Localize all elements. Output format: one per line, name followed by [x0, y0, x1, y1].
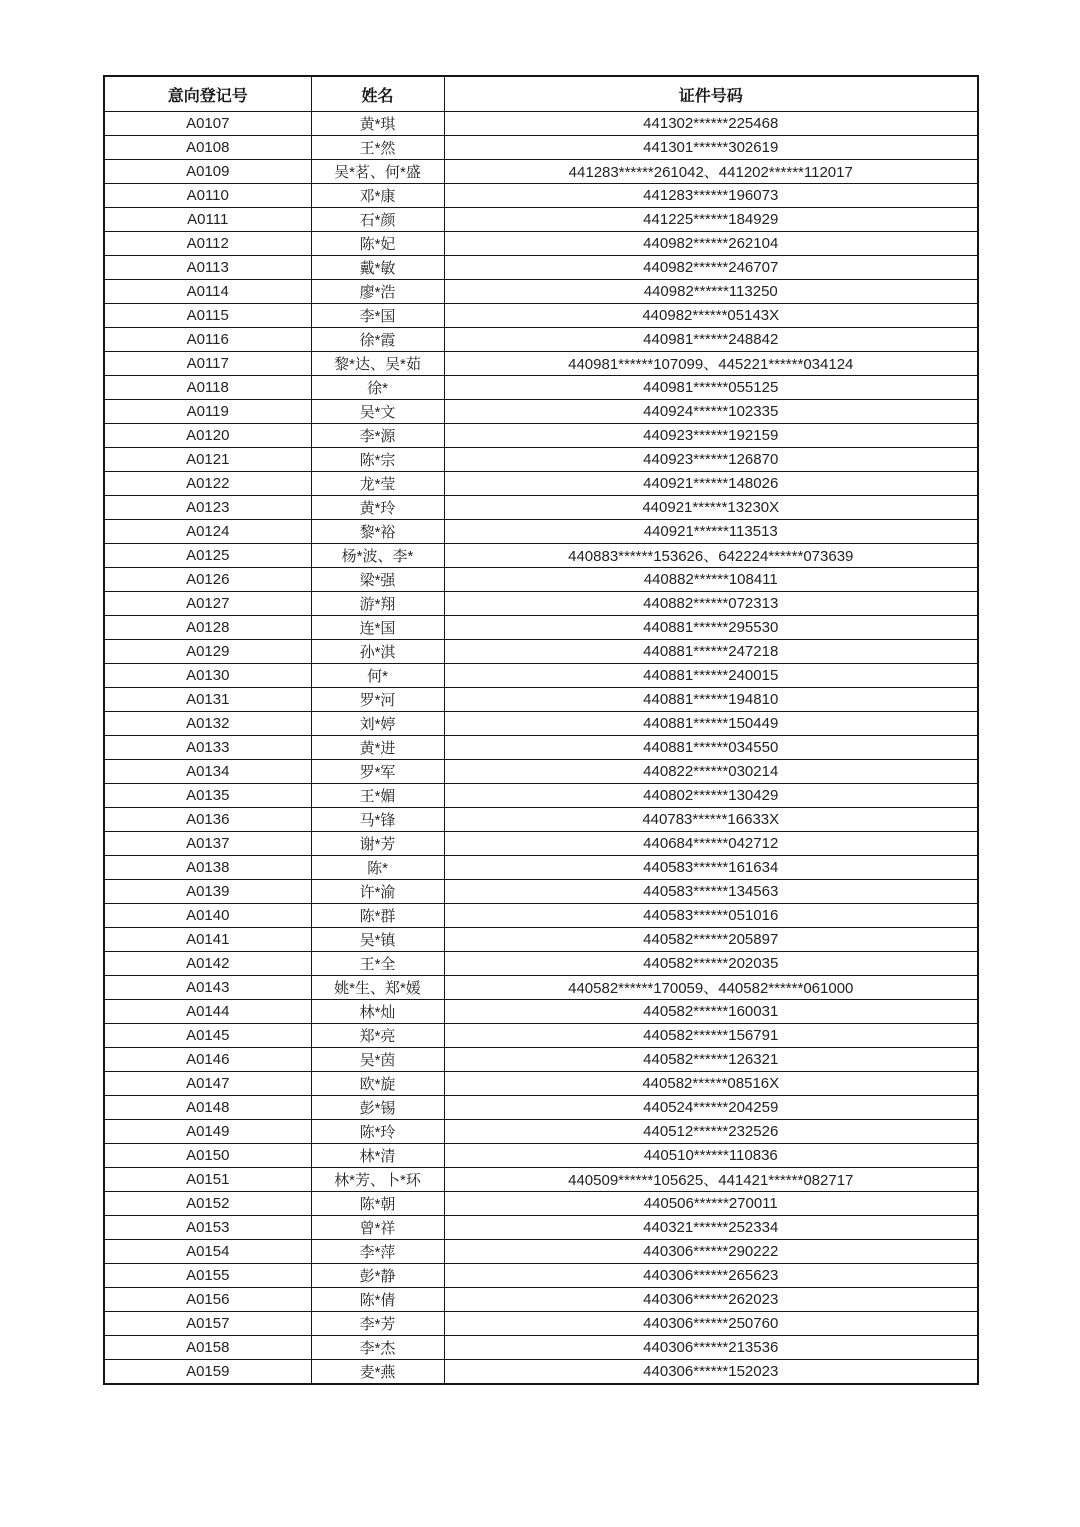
table-row — [104, 1264, 978, 1288]
reg-number-cell: A0113 — [104, 256, 311, 280]
name-cell: 孙*淇 — [311, 640, 444, 664]
name-cell: 林*芳、卜*环 — [311, 1168, 444, 1192]
name-cell: 徐*霞 — [311, 328, 444, 352]
id-number-cell: 440583******051016 — [444, 904, 978, 928]
reg-number-cell: A0114 — [104, 280, 311, 304]
id-number-cell: 440982******113250 — [444, 280, 978, 304]
id-number-cell: 440582******170059、440582******061000 — [444, 976, 978, 1000]
reg-number-cell: A0144 — [104, 1000, 311, 1024]
id-number-cell: 440506******270011 — [444, 1192, 978, 1216]
reg-number-cell: A0135 — [104, 784, 311, 808]
table-row — [104, 1024, 978, 1048]
table-row — [104, 856, 978, 880]
id-number-cell: 440921******113513 — [444, 520, 978, 544]
reg-number-cell: A0134 — [104, 760, 311, 784]
id-number-cell: 440582******205897 — [444, 928, 978, 952]
name-cell: 吴*茗、何*盛 — [311, 160, 444, 184]
name-cell: 龙*莹 — [311, 472, 444, 496]
name-cell: 黎*裕 — [311, 520, 444, 544]
id-number-cell: 440306******213536 — [444, 1336, 978, 1360]
col-header-name: 姓名 — [311, 76, 444, 112]
id-number-cell: 440921******13230X — [444, 496, 978, 520]
reg-number-cell: A0128 — [104, 616, 311, 640]
name-cell: 谢*芳 — [311, 832, 444, 856]
reg-number-cell: A0159 — [104, 1360, 311, 1385]
table-row — [104, 976, 978, 1000]
id-number-cell: 440306******262023 — [444, 1288, 978, 1312]
id-number-cell: 440684******042712 — [444, 832, 978, 856]
reg-number-cell: A0146 — [104, 1048, 311, 1072]
reg-number-cell: A0153 — [104, 1216, 311, 1240]
reg-number-cell: A0110 — [104, 184, 311, 208]
registration-table — [103, 75, 979, 1385]
reg-number-cell: A0119 — [104, 400, 311, 424]
name-cell: 何* — [311, 664, 444, 688]
table-row — [104, 1096, 978, 1120]
id-number-cell: 440921******148026 — [444, 472, 978, 496]
name-cell: 李*国 — [311, 304, 444, 328]
table-row — [104, 688, 978, 712]
table-row — [104, 1120, 978, 1144]
reg-number-cell: A0107 — [104, 112, 311, 136]
reg-number-cell: A0115 — [104, 304, 311, 328]
id-number-cell: 440881******194810 — [444, 688, 978, 712]
table-row — [104, 952, 978, 976]
reg-number-cell: A0111 — [104, 208, 311, 232]
reg-number-cell: A0116 — [104, 328, 311, 352]
table-row — [104, 808, 978, 832]
id-number-cell: 440306******265623 — [444, 1264, 978, 1288]
id-number-cell: 440881******295530 — [444, 616, 978, 640]
id-number-cell: 440306******290222 — [444, 1240, 978, 1264]
name-cell: 游*翔 — [311, 592, 444, 616]
id-number-cell: 440981******055125 — [444, 376, 978, 400]
reg-number-cell: A0126 — [104, 568, 311, 592]
name-cell: 梁*强 — [311, 568, 444, 592]
table-row — [104, 208, 978, 232]
reg-number-cell: A0123 — [104, 496, 311, 520]
name-cell: 王*媚 — [311, 784, 444, 808]
name-cell: 陈*妃 — [311, 232, 444, 256]
table-row — [104, 1336, 978, 1360]
table-row — [104, 640, 978, 664]
id-number-cell: 440802******130429 — [444, 784, 978, 808]
reg-number-cell: A0151 — [104, 1168, 311, 1192]
id-number-cell: 440306******250760 — [444, 1312, 978, 1336]
id-number-cell: 440306******152023 — [444, 1360, 978, 1385]
table-header — [104, 76, 978, 112]
table-row — [104, 472, 978, 496]
table-row — [104, 1072, 978, 1096]
reg-number-cell: A0121 — [104, 448, 311, 472]
table-row — [104, 304, 978, 328]
name-cell: 黄*琪 — [311, 112, 444, 136]
name-cell: 彭*锡 — [311, 1096, 444, 1120]
table-row — [104, 1000, 978, 1024]
name-cell: 陈*倩 — [311, 1288, 444, 1312]
id-number-cell: 440583******161634 — [444, 856, 978, 880]
name-cell: 黄*玲 — [311, 496, 444, 520]
name-cell: 欧*旋 — [311, 1072, 444, 1096]
id-number-cell: 440783******16633X — [444, 808, 978, 832]
table-row — [104, 712, 978, 736]
name-cell: 王*然 — [311, 136, 444, 160]
id-number-cell: 441302******225468 — [444, 112, 978, 136]
name-cell: 陈* — [311, 856, 444, 880]
name-cell: 王*全 — [311, 952, 444, 976]
table-row — [104, 1360, 978, 1385]
name-cell: 吴*茵 — [311, 1048, 444, 1072]
reg-number-cell: A0129 — [104, 640, 311, 664]
id-number-cell: 440582******126321 — [444, 1048, 978, 1072]
table-row — [104, 616, 978, 640]
name-cell: 李*源 — [311, 424, 444, 448]
table-row — [104, 880, 978, 904]
table-row — [104, 400, 978, 424]
reg-number-cell: A0108 — [104, 136, 311, 160]
name-cell: 刘*婷 — [311, 712, 444, 736]
id-number-cell: 440524******204259 — [444, 1096, 978, 1120]
id-number-cell: 440982******262104 — [444, 232, 978, 256]
id-number-cell: 440924******102335 — [444, 400, 978, 424]
table-row — [104, 496, 978, 520]
reg-number-cell: A0148 — [104, 1096, 311, 1120]
name-cell: 邓*康 — [311, 184, 444, 208]
name-cell: 林*灿 — [311, 1000, 444, 1024]
id-number-cell: 440923******126870 — [444, 448, 978, 472]
table-row — [104, 784, 978, 808]
id-number-cell: 440882******108411 — [444, 568, 978, 592]
id-number-cell: 440509******105625、441421******082717 — [444, 1168, 978, 1192]
table-row — [104, 592, 978, 616]
name-cell: 李*芳 — [311, 1312, 444, 1336]
table-row — [104, 184, 978, 208]
name-cell: 吴*镇 — [311, 928, 444, 952]
col-header-id-number: 证件号码 — [444, 76, 978, 112]
name-cell: 陈*宗 — [311, 448, 444, 472]
id-number-cell: 441225******184929 — [444, 208, 978, 232]
table-row — [104, 904, 978, 928]
id-number-cell: 440822******030214 — [444, 760, 978, 784]
id-number-cell: 440982******05143X — [444, 304, 978, 328]
name-cell: 黎*达、吴*茹 — [311, 352, 444, 376]
name-cell: 麦*燕 — [311, 1360, 444, 1385]
name-cell: 杨*波、李* — [311, 544, 444, 568]
reg-number-cell: A0124 — [104, 520, 311, 544]
table-header-row — [104, 76, 978, 112]
reg-number-cell: A0136 — [104, 808, 311, 832]
reg-number-cell: A0140 — [104, 904, 311, 928]
name-cell: 姚*生、郑*媛 — [311, 976, 444, 1000]
id-number-cell: 440582******156791 — [444, 1024, 978, 1048]
id-number-cell: 440582******160031 — [444, 1000, 978, 1024]
reg-number-cell: A0109 — [104, 160, 311, 184]
name-cell: 许*渝 — [311, 880, 444, 904]
reg-number-cell: A0154 — [104, 1240, 311, 1264]
name-cell: 曾*祥 — [311, 1216, 444, 1240]
reg-number-cell: A0141 — [104, 928, 311, 952]
table-row — [104, 1048, 978, 1072]
table-row — [104, 1312, 978, 1336]
reg-number-cell: A0132 — [104, 712, 311, 736]
reg-number-cell: A0117 — [104, 352, 311, 376]
reg-number-cell: A0112 — [104, 232, 311, 256]
table-row — [104, 760, 978, 784]
id-number-cell: 440882******072313 — [444, 592, 978, 616]
id-number-cell: 441283******261042、441202******112017 — [444, 160, 978, 184]
name-cell: 戴*敏 — [311, 256, 444, 280]
id-number-cell: 440981******107099、445221******034124 — [444, 352, 978, 376]
table-row — [104, 1192, 978, 1216]
table-row — [104, 448, 978, 472]
name-cell: 陈*玲 — [311, 1120, 444, 1144]
id-number-cell: 440881******247218 — [444, 640, 978, 664]
reg-number-cell: A0138 — [104, 856, 311, 880]
table-row — [104, 1168, 978, 1192]
table-row — [104, 376, 978, 400]
name-cell: 彭*静 — [311, 1264, 444, 1288]
reg-number-cell: A0155 — [104, 1264, 311, 1288]
table-row — [104, 544, 978, 568]
table-row — [104, 160, 978, 184]
table-row — [104, 352, 978, 376]
table-row — [104, 928, 978, 952]
reg-number-cell: A0156 — [104, 1288, 311, 1312]
name-cell: 马*锋 — [311, 808, 444, 832]
name-cell: 李*杰 — [311, 1336, 444, 1360]
id-number-cell: 440881******150449 — [444, 712, 978, 736]
reg-number-cell: A0125 — [104, 544, 311, 568]
id-number-cell: 440582******202035 — [444, 952, 978, 976]
table-row — [104, 1240, 978, 1264]
table-row — [104, 1288, 978, 1312]
name-cell: 罗*军 — [311, 760, 444, 784]
id-number-cell: 440883******153626、642224******073639 — [444, 544, 978, 568]
id-number-cell: 440881******034550 — [444, 736, 978, 760]
id-number-cell: 440982******246707 — [444, 256, 978, 280]
name-cell: 廖*浩 — [311, 280, 444, 304]
id-number-cell: 440923******192159 — [444, 424, 978, 448]
table-row — [104, 1216, 978, 1240]
col-header-reg-number: 意向登记号 — [104, 76, 311, 112]
id-number-cell: 440321******252334 — [444, 1216, 978, 1240]
reg-number-cell: A0142 — [104, 952, 311, 976]
name-cell: 李*萍 — [311, 1240, 444, 1264]
reg-number-cell: A0139 — [104, 880, 311, 904]
reg-number-cell: A0118 — [104, 376, 311, 400]
id-number-cell: 440981******248842 — [444, 328, 978, 352]
name-cell: 陈*朝 — [311, 1192, 444, 1216]
table-row — [104, 280, 978, 304]
id-number-cell: 441283******196073 — [444, 184, 978, 208]
name-cell: 连*国 — [311, 616, 444, 640]
table-row — [104, 256, 978, 280]
reg-number-cell: A0145 — [104, 1024, 311, 1048]
table-row — [104, 832, 978, 856]
name-cell: 徐* — [311, 376, 444, 400]
name-cell: 陈*群 — [311, 904, 444, 928]
reg-number-cell: A0122 — [104, 472, 311, 496]
id-number-cell: 440510******110836 — [444, 1144, 978, 1168]
reg-number-cell: A0137 — [104, 832, 311, 856]
id-number-cell: 440881******240015 — [444, 664, 978, 688]
table-row — [104, 520, 978, 544]
reg-number-cell: A0130 — [104, 664, 311, 688]
reg-number-cell: A0149 — [104, 1120, 311, 1144]
table-row — [104, 136, 978, 160]
table-body — [104, 112, 978, 1385]
name-cell: 罗*河 — [311, 688, 444, 712]
reg-number-cell: A0131 — [104, 688, 311, 712]
name-cell: 吴*文 — [311, 400, 444, 424]
table-row — [104, 232, 978, 256]
id-number-cell: 440583******134563 — [444, 880, 978, 904]
reg-number-cell: A0133 — [104, 736, 311, 760]
reg-number-cell: A0150 — [104, 1144, 311, 1168]
table-row — [104, 328, 978, 352]
table-row — [104, 736, 978, 760]
table-row — [104, 568, 978, 592]
reg-number-cell: A0157 — [104, 1312, 311, 1336]
table-row — [104, 664, 978, 688]
name-cell: 黄*进 — [311, 736, 444, 760]
table-row — [104, 1144, 978, 1168]
reg-number-cell: A0120 — [104, 424, 311, 448]
id-number-cell: 440512******232526 — [444, 1120, 978, 1144]
reg-number-cell: A0143 — [104, 976, 311, 1000]
reg-number-cell: A0127 — [104, 592, 311, 616]
table-row — [104, 424, 978, 448]
id-number-cell: 441301******302619 — [444, 136, 978, 160]
id-number-cell: 440582******08516X — [444, 1072, 978, 1096]
reg-number-cell: A0158 — [104, 1336, 311, 1360]
name-cell: 石*颜 — [311, 208, 444, 232]
table-row — [104, 112, 978, 136]
name-cell: 林*清 — [311, 1144, 444, 1168]
reg-number-cell: A0152 — [104, 1192, 311, 1216]
name-cell: 郑*亮 — [311, 1024, 444, 1048]
reg-number-cell: A0147 — [104, 1072, 311, 1096]
